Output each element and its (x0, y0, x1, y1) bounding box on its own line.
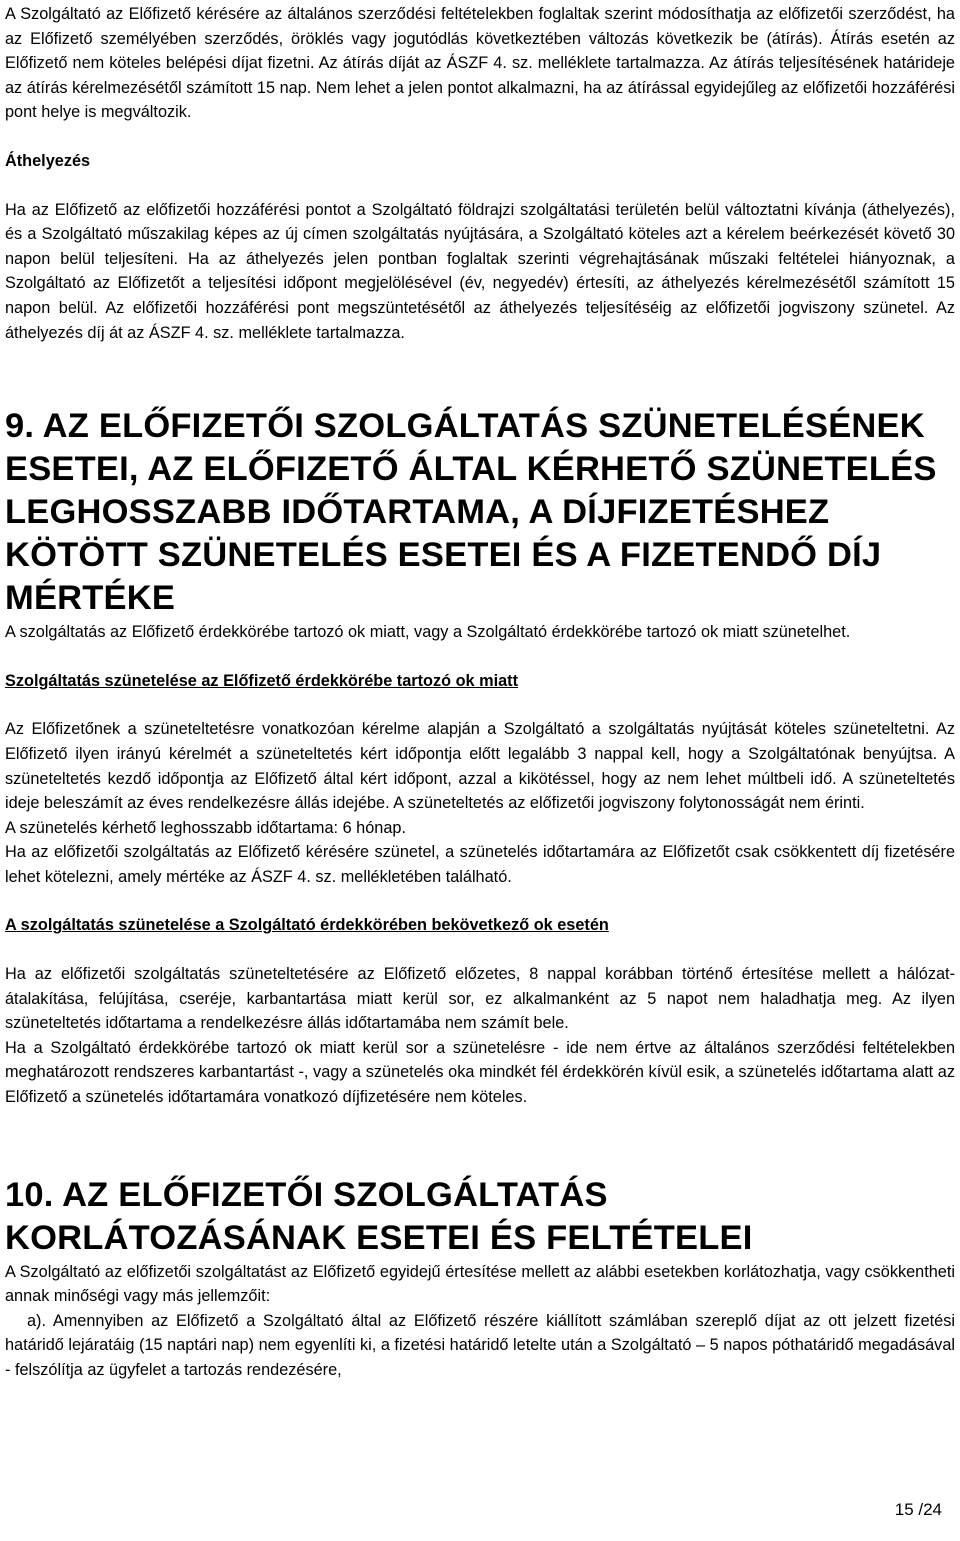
section-9-sub2-p2: Ha a Szolgáltató érdekkörébe tartozó ok miatt kerül sor a szünetelésre - ide nem értve az általános szerződési feltételekben meghatározott rendszeres karbantartást -, vagy a szünetelés oka mindkét fél érdekkörén kívül esik, a szünetelés időtartama alatt az Előfizető a szünetelés időtartamára vonatkozó díjfizetésére nem köteles. (5, 1038, 955, 1107)
section-9-sub1-p2: A szünetelés kérhető leghosszabb időtartama: 6 hónap. (5, 818, 406, 837)
section-10-title: 10. AZ ELŐFIZETŐI SZOLGÁLTATÁS KORLÁTOZÁSÁNAK ESETEI ÉS FELTÉTELEI (5, 1175, 753, 1257)
section-10-item-a (5, 1309, 955, 1383)
item-a-text: Amennyiben az Előfizető a Szolgáltató által az Előfizető részére kiállított számlában szereplő díjat az ott jelzett fizetési határidő lejáratáig (15 naptári nap) nem egyenlíti ki, a fizetési határidő letelte után a Szolgáltató – 5 napos póthatáridő megadásával - felszólítja az ügyfelet a tartozás rendezésére, (5, 1311, 955, 1379)
section-9-sub1-p3: Ha az előfizetői szolgáltatás az Előfizető kérésére szünetel, a szünetelés időtartamára az Előfizetőt csak csökkentett díj fizetésére lehet kötelezni, amely mértéke az ÁSZF 4. sz. mellékletében található. (5, 843, 955, 886)
item-a-marker: a). (27, 1311, 47, 1330)
section-9-title: 9. AZ ELŐFIZETŐI SZOLGÁLTATÁS SZÜNETELÉSÉNEK ESETEI, AZ ELŐFIZETŐ ÁLTAL KÉRHETŐ SZÜNETELÉS LEGHOSSZABB IDŐTARTAMA, A DÍJFIZETÉSHEZ KÖTÖTT SZÜNETELÉS ESETEI ÉS A FIZETENDŐ DÍJ MÉRTÉKE (5, 407, 937, 618)
section-9-intro: A szolgáltatás az Előfizető érdekkörébe tartozó ok miatt, vagy a Szolgáltató érdekkörébe tartozó ok miatt szünetelhet. (5, 623, 851, 642)
section-9-sub1-p1: Az Előfizetőnek a szüneteltetésre vonatkozóan kérelme alapján a Szolgáltató a szolgáltatás nyújtását köteles szüneteltetni. Az Előfizető ilyen irányú kérelmét a szüneteltetés kért időpontja előtt legalább 3 nappal kell, hogy a Szolgáltatónak benyújtsa. A szüneteltetés kezdő időpontja az Előfizető által kért időpont, azzal a kikötéssel, hogy az nem lehet múltbeli idő. A szüneteltetés ideje beleszámít az éves rendelkezésre állás idejébe. A szüneteltetés az előfizetői jogviszony folytonosságát nem érinti. (5, 720, 955, 813)
page-number: 15 /24 (894, 1500, 942, 1519)
section-9-sub2-heading: A szolgáltatás szünetelése a Szolgáltató érdekkörében bekövetkező ok esetén (5, 916, 609, 935)
athelyezes-heading: Áthelyezés (5, 151, 91, 170)
intro-paragraph: A Szolgáltató az Előfizető kérésére az általános szerződési feltételekben foglaltak szerint módosíthatja az előfizetői szerződést, ha az Előfizető személyében szerződés, öröklés vagy jogutódlás következtében változás következik be (átírás). Átírás esetén az Előfizető nem köteles belépési díjat fizetni. Az átírás díját az ÁSZF 4. sz. melléklete tartalmazza. Az átírás teljesítésének határideje az átírás kérelmezésétől számított 15 nap. Nem lehet a jelen pontot alkalmazni, ha az átírással egyidejűleg az előfizetői hozzáférési pont helye is megváltozik. (5, 5, 955, 122)
athelyezes-paragraph: Ha az Előfizető az előfizetői hozzáférési pontot a Szolgáltató földrajzi szolgáltatási területén belül változtatni kívánja (áthelyezés), és a Szolgáltató műszakilag képes az új címen szolgáltatás nyújtására, a Szolgáltató köteles azt a kérelem beérkezését követő 30 napon belül teljesíteni. Ha az áthelyezés jelen pontban foglaltak szerinti végrehajtásának műszaki feltételei hiányoznak, a Szolgáltató az Előfizetőt a teljesítési időpont megjelölésével (év, negyedév) értesíti, az áthelyezés kérelmezésétől számított 15 napon belül. Az előfizetői hozzáférési pont megszüntetésétől az áthelyezés teljesítéséig az előfizetői jogviszony szünetel. Az áthelyezés díj át az ÁSZF 4. sz. melléklete tartalmazza. (5, 200, 955, 342)
section-9-sub2-p1: Ha az előfizetői szolgáltatás szüneteltetésére az Előfizető előzetes, 8 nappal korábban történő értesítése mellett a hálózat-átalakítása, felújítása, cseréje, karbantartása miatt kerül sor, ez alkalmanként az 5 napot nem haladhatja meg. Az ilyen szüneteltetés időtartama a rendelkezésre állás időtartamába nem számít bele. (5, 965, 955, 1033)
document-page (5, 2, 955, 1383)
section-9-sub1-heading: Szolgáltatás szünetelése az Előfizető érdekkörébe tartozó ok miatt (5, 671, 519, 690)
section-10-intro: A Szolgáltató az előfizetői szolgáltatást az Előfizető egyidejű értesítése mellett az alábbi esetekben korlátozhatja, vagy csökkentheti annak minőségi vagy más jellemzőit: (5, 1262, 955, 1306)
